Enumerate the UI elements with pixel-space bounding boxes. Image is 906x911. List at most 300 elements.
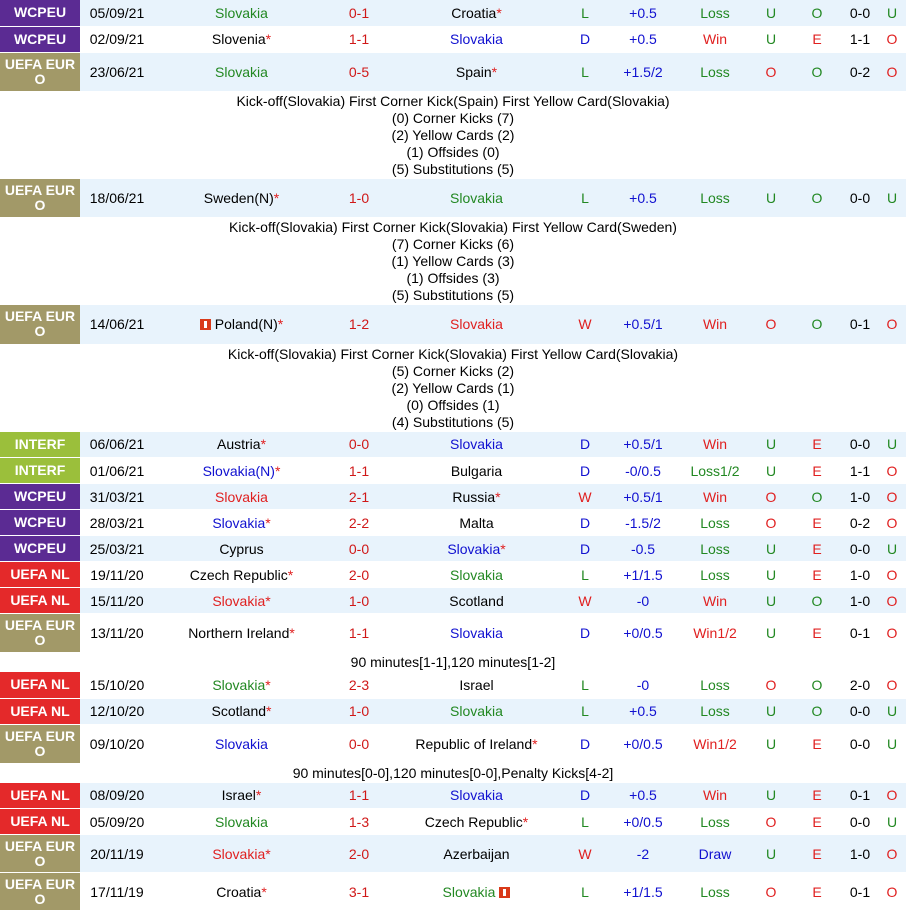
home-team-label: Cyprus bbox=[219, 540, 264, 557]
home-team[interactable] bbox=[154, 724, 329, 763]
match-date-label: 05/09/20 bbox=[89, 813, 145, 830]
score bbox=[329, 52, 389, 91]
result bbox=[564, 562, 606, 588]
over-under bbox=[750, 724, 792, 763]
home-team[interactable] bbox=[154, 52, 329, 91]
neutral-marker-icon: * bbox=[260, 436, 267, 453]
home-team-label: Slovakia bbox=[215, 4, 268, 21]
match-detail-row bbox=[0, 653, 906, 673]
away-team[interactable] bbox=[389, 179, 564, 218]
handicap bbox=[606, 179, 680, 218]
league-badge[interactable]: UEFA EURO bbox=[0, 873, 80, 911]
handicap bbox=[606, 724, 680, 763]
neutral-marker-icon: * bbox=[265, 592, 271, 609]
odd-even bbox=[792, 809, 842, 835]
score bbox=[329, 432, 389, 458]
away-team-label: Slovakia bbox=[450, 703, 503, 719]
result-label: W bbox=[578, 488, 592, 505]
match-date bbox=[80, 562, 154, 588]
handicap-label: -0/0.5 bbox=[625, 462, 661, 479]
home-team[interactable] bbox=[154, 432, 329, 458]
half-time-score bbox=[842, 809, 878, 835]
home-team-label: Northern Ireland bbox=[188, 625, 290, 641]
handicap-result-label: Loss bbox=[700, 4, 730, 21]
league-badge[interactable]: WCPEU bbox=[0, 0, 80, 26]
half-time-score bbox=[842, 26, 878, 52]
away-team-label: Slovakia bbox=[450, 787, 503, 804]
handicap-label: +0.5 bbox=[629, 31, 657, 47]
odd-even bbox=[792, 510, 842, 536]
result bbox=[564, 835, 606, 873]
handicap-label: -0 bbox=[636, 676, 650, 693]
table-row[interactable] bbox=[0, 724, 906, 763]
result bbox=[564, 672, 606, 698]
half-time-score-label: 1-0 bbox=[849, 592, 871, 609]
over-under-label: O bbox=[765, 514, 777, 531]
half-time-score bbox=[842, 835, 878, 873]
home-team[interactable] bbox=[154, 458, 329, 484]
over-under bbox=[750, 52, 792, 91]
score-label: 0-5 bbox=[348, 63, 370, 80]
detail-line: Kick-off(Slovakia) First Corner Kick(Slovakia) First Yellow Card(Sweden) bbox=[229, 219, 677, 235]
match-date-label: 14/06/21 bbox=[89, 316, 145, 333]
home-team-label: Slovakia bbox=[215, 813, 268, 830]
match-date bbox=[80, 698, 154, 724]
detail-line: (0) Offsides (1) bbox=[406, 396, 500, 413]
handicap-result bbox=[680, 458, 750, 484]
result bbox=[564, 588, 606, 614]
away-team-label: Czech Republic bbox=[424, 813, 523, 830]
handicap-result bbox=[680, 510, 750, 536]
score bbox=[329, 783, 389, 809]
result-label: L bbox=[581, 813, 589, 830]
odd-even bbox=[792, 536, 842, 562]
handicap-result-label: Win bbox=[702, 316, 728, 333]
score-label: 1-1 bbox=[348, 787, 370, 804]
away-team[interactable] bbox=[389, 26, 564, 52]
score bbox=[329, 809, 389, 835]
half-time-score-label: 2-0 bbox=[849, 676, 871, 693]
away-team[interactable] bbox=[389, 0, 564, 26]
half-over-under bbox=[878, 458, 906, 484]
match-detail-row bbox=[0, 91, 906, 179]
table-row[interactable] bbox=[0, 873, 906, 911]
odd-even-label: O bbox=[811, 592, 823, 609]
handicap-result bbox=[680, 698, 750, 724]
handicap bbox=[606, 432, 680, 458]
score-label: 0-0 bbox=[348, 436, 370, 453]
away-team[interactable] bbox=[389, 835, 564, 873]
score bbox=[329, 484, 389, 510]
score-label: 1-3 bbox=[348, 813, 370, 830]
league-badge[interactable]: WCPEU bbox=[0, 26, 80, 52]
over-under-label: U bbox=[765, 787, 777, 804]
match-date-label: 09/10/20 bbox=[89, 735, 145, 752]
neutral-marker-icon: * bbox=[496, 4, 502, 21]
half-over-under bbox=[878, 52, 906, 91]
odd-even-label: E bbox=[812, 514, 822, 531]
match-detail bbox=[0, 344, 906, 432]
table-row[interactable] bbox=[0, 588, 906, 614]
away-team[interactable] bbox=[389, 809, 564, 835]
over-under bbox=[750, 698, 792, 724]
odd-even bbox=[792, 835, 842, 873]
away-team[interactable] bbox=[389, 536, 564, 562]
table-row[interactable] bbox=[0, 698, 906, 724]
match-date bbox=[80, 588, 154, 614]
neutral-marker-icon: * bbox=[274, 462, 281, 479]
table-row[interactable] bbox=[0, 52, 906, 91]
half-time-score-label: 0-0 bbox=[849, 436, 871, 453]
table-row[interactable] bbox=[0, 536, 906, 562]
match-date-label: 20/11/19 bbox=[90, 845, 144, 862]
half-over-under-label: U bbox=[886, 436, 898, 453]
away-team-label: Azerbaijan bbox=[443, 845, 510, 862]
handicap-result-label: Loss bbox=[700, 813, 730, 830]
match-date-label: 05/09/21 bbox=[89, 4, 145, 21]
league-badge[interactable]: WCPEU bbox=[0, 510, 80, 536]
odd-even-label: E bbox=[812, 625, 822, 641]
half-time-score-label: 0-0 bbox=[849, 189, 871, 206]
odd-even-label: E bbox=[812, 813, 822, 830]
away-team-label: Croatia bbox=[451, 4, 497, 21]
league-badge[interactable]: INTERF bbox=[0, 458, 80, 484]
match-date-label: 02/09/21 bbox=[89, 31, 145, 47]
match-date bbox=[80, 305, 154, 344]
handicap-label: +1/1.5 bbox=[623, 883, 663, 900]
detail-line: (7) Corner Kicks (6) bbox=[391, 236, 515, 252]
odd-even-label: E bbox=[812, 540, 822, 557]
away-team[interactable] bbox=[389, 52, 564, 91]
league-badge[interactable]: WCPEU bbox=[0, 484, 80, 510]
score-label: 1-1 bbox=[348, 31, 370, 47]
half-time-score bbox=[842, 672, 878, 698]
away-team[interactable] bbox=[389, 305, 564, 344]
league-badge[interactable]: UEFA NL bbox=[0, 698, 80, 724]
neutral-marker-icon: * bbox=[289, 625, 295, 641]
handicap-result-label: Loss bbox=[700, 883, 730, 900]
home-team-label: Slovakia bbox=[215, 735, 268, 752]
handicap-result-label: Win bbox=[702, 592, 728, 609]
result-label: D bbox=[579, 787, 591, 804]
handicap-result-label: Win1/2 bbox=[693, 735, 737, 752]
over-under bbox=[750, 614, 792, 653]
home-team-label: Slovenia bbox=[211, 31, 266, 47]
away-team[interactable] bbox=[389, 698, 564, 724]
odd-even-label: O bbox=[811, 316, 823, 333]
neutral-marker-icon: * bbox=[522, 813, 529, 830]
home-team[interactable] bbox=[154, 484, 329, 510]
away-team[interactable] bbox=[389, 458, 564, 484]
home-team[interactable] bbox=[154, 179, 329, 218]
handicap-result bbox=[680, 588, 750, 614]
half-over-under bbox=[878, 809, 906, 835]
away-team-label: Spain bbox=[455, 63, 492, 80]
over-under bbox=[750, 873, 792, 911]
match-date bbox=[80, 484, 154, 510]
away-team[interactable] bbox=[389, 588, 564, 614]
home-team-label: Czech Republic bbox=[189, 566, 288, 583]
half-time-score-label: 0-1 bbox=[849, 625, 871, 641]
home-team[interactable] bbox=[154, 562, 329, 588]
league-badge[interactable]: INTERF bbox=[0, 432, 80, 458]
away-team[interactable] bbox=[389, 783, 564, 809]
league-badge[interactable]: WCPEU bbox=[0, 536, 80, 562]
match-detail-row bbox=[0, 218, 906, 306]
half-over-under-label: O bbox=[886, 592, 898, 609]
half-over-under-label: O bbox=[886, 787, 898, 804]
home-team[interactable] bbox=[154, 510, 329, 536]
handicap-label: -2 bbox=[636, 845, 650, 862]
half-over-under bbox=[878, 536, 906, 562]
over-under-label: U bbox=[765, 592, 777, 609]
neutral-marker-icon: * bbox=[265, 845, 271, 862]
result bbox=[564, 179, 606, 218]
half-time-score bbox=[842, 510, 878, 536]
league-badge[interactable]: UEFA EURO bbox=[0, 724, 80, 763]
away-team[interactable] bbox=[389, 510, 564, 536]
league-badge[interactable]: UEFA NL bbox=[0, 672, 80, 698]
league-badge[interactable]: UEFA EURO bbox=[0, 52, 80, 91]
home-team[interactable] bbox=[154, 698, 329, 724]
detail-line: (5) Substitutions (5) bbox=[391, 160, 515, 177]
match-date-label: 28/03/21 bbox=[89, 514, 145, 531]
away-team[interactable] bbox=[389, 432, 564, 458]
result bbox=[564, 536, 606, 562]
result-label: D bbox=[579, 31, 591, 47]
odd-even-label: O bbox=[811, 4, 823, 21]
match-date-label: 18/06/21 bbox=[89, 189, 145, 206]
score bbox=[329, 672, 389, 698]
match-date bbox=[80, 873, 154, 911]
handicap-result-label: Loss1/2 bbox=[690, 462, 740, 479]
away-team[interactable] bbox=[389, 724, 564, 763]
league-badge[interactable]: UEFA EURO bbox=[0, 614, 80, 653]
half-time-score-label: 1-1 bbox=[849, 462, 871, 479]
handicap-result-label: Draw bbox=[698, 845, 732, 862]
detail-line: (2) Yellow Cards (2) bbox=[391, 126, 515, 143]
table-row[interactable] bbox=[0, 458, 906, 484]
home-team[interactable] bbox=[154, 835, 329, 873]
away-team[interactable] bbox=[389, 614, 564, 653]
over-under-label: O bbox=[765, 883, 777, 900]
handicap-label: -1.5/2 bbox=[625, 514, 661, 531]
away-team[interactable] bbox=[389, 562, 564, 588]
handicap-label: -0 bbox=[636, 592, 650, 609]
handicap-result-label: Win bbox=[702, 488, 728, 505]
neutral-marker-icon: * bbox=[255, 787, 262, 804]
handicap bbox=[606, 614, 680, 653]
half-time-score-label: 1-0 bbox=[849, 845, 871, 862]
away-team-label: Malta bbox=[459, 514, 494, 531]
match-date-label: 06/06/21 bbox=[89, 436, 145, 453]
half-over-under bbox=[878, 698, 906, 724]
half-over-under bbox=[878, 179, 906, 218]
home-team[interactable] bbox=[154, 536, 329, 562]
half-over-under bbox=[878, 484, 906, 510]
table-row[interactable] bbox=[0, 783, 906, 809]
over-under bbox=[750, 835, 792, 873]
home-team[interactable] bbox=[154, 0, 329, 26]
home-team[interactable] bbox=[154, 305, 329, 344]
handicap bbox=[606, 536, 680, 562]
away-team-label: Slovakia bbox=[450, 436, 503, 453]
score bbox=[329, 588, 389, 614]
result-label: L bbox=[581, 4, 589, 21]
table-row[interactable] bbox=[0, 809, 906, 835]
over-under bbox=[750, 672, 792, 698]
match-detail-row bbox=[0, 344, 906, 432]
home-team[interactable] bbox=[154, 809, 329, 835]
home-team[interactable] bbox=[154, 783, 329, 809]
neutral-marker-icon: * bbox=[491, 63, 498, 80]
neutral-marker-icon: * bbox=[266, 703, 272, 719]
home-team-label: Slovakia bbox=[215, 63, 268, 80]
home-team[interactable] bbox=[154, 873, 329, 911]
away-team[interactable] bbox=[389, 672, 564, 698]
half-time-score-label: 0-0 bbox=[849, 735, 871, 752]
handicap-label: +0.5/1 bbox=[623, 316, 663, 333]
table-row[interactable] bbox=[0, 305, 906, 344]
handicap-result bbox=[680, 432, 750, 458]
away-team-label: Slovakia bbox=[442, 883, 496, 900]
over-under-label: U bbox=[765, 436, 777, 453]
odd-even bbox=[792, 698, 842, 724]
half-time-score-label: 0-2 bbox=[849, 514, 871, 531]
home-team[interactable] bbox=[154, 614, 329, 653]
league-badge[interactable]: UEFA EURO bbox=[0, 179, 80, 218]
odd-even-label: O bbox=[811, 703, 823, 719]
away-team-label: Israel bbox=[459, 676, 494, 693]
league-badge[interactable]: UEFA NL bbox=[0, 562, 80, 588]
score-label: 2-0 bbox=[348, 845, 370, 862]
handicap-label: +0.5/1 bbox=[623, 436, 663, 453]
neutral-marker-icon: * bbox=[495, 488, 501, 505]
handicap bbox=[606, 873, 680, 911]
handicap-label: +0.5 bbox=[629, 787, 657, 804]
handicap-result-label: Win bbox=[702, 436, 728, 453]
half-over-under-label: U bbox=[886, 4, 898, 21]
home-team[interactable] bbox=[154, 26, 329, 52]
half-over-under bbox=[878, 588, 906, 614]
home-team-label: Croatia bbox=[216, 883, 262, 900]
home-team-label: Scotland bbox=[211, 703, 267, 719]
result-label: L bbox=[581, 63, 589, 80]
handicap-result-label: Loss bbox=[700, 63, 730, 80]
table-row[interactable] bbox=[0, 614, 906, 653]
league-badge[interactable]: UEFA EURO bbox=[0, 305, 80, 344]
over-under bbox=[750, 0, 792, 26]
handicap-result bbox=[680, 26, 750, 52]
odd-even bbox=[792, 783, 842, 809]
away-team[interactable] bbox=[389, 484, 564, 510]
league-badge[interactable]: UEFA NL bbox=[0, 783, 80, 809]
table-row[interactable] bbox=[0, 179, 906, 218]
over-under bbox=[750, 26, 792, 52]
odd-even bbox=[792, 562, 842, 588]
match-date bbox=[80, 458, 154, 484]
away-team-label: Slovakia bbox=[450, 316, 503, 333]
table-row[interactable] bbox=[0, 835, 906, 873]
odd-even bbox=[792, 26, 842, 52]
table-row[interactable] bbox=[0, 562, 906, 588]
odd-even bbox=[792, 458, 842, 484]
handicap bbox=[606, 783, 680, 809]
home-team[interactable] bbox=[154, 672, 329, 698]
handicap-result bbox=[680, 873, 750, 911]
home-team-label: Poland(N) bbox=[214, 316, 278, 333]
handicap-result bbox=[680, 0, 750, 26]
half-over-under bbox=[878, 562, 906, 588]
half-time-score-label: 0-1 bbox=[849, 787, 871, 804]
over-under bbox=[750, 783, 792, 809]
odd-even-label: E bbox=[812, 787, 822, 804]
away-team-label: Slovakia bbox=[447, 540, 501, 557]
half-time-score-label: 0-1 bbox=[849, 883, 871, 900]
handicap-label: +1.5/2 bbox=[623, 63, 663, 80]
home-team-label: Slovakia bbox=[212, 592, 266, 609]
table-row[interactable] bbox=[0, 672, 906, 698]
over-under-label: O bbox=[765, 813, 777, 830]
odd-even bbox=[792, 672, 842, 698]
table-row[interactable] bbox=[0, 432, 906, 458]
match-date-label: 23/06/21 bbox=[89, 63, 145, 80]
half-time-score bbox=[842, 724, 878, 763]
odd-even-label: O bbox=[811, 189, 823, 206]
league-badge[interactable]: UEFA NL bbox=[0, 588, 80, 614]
result-label: D bbox=[579, 735, 591, 752]
home-team-label: Slovakia bbox=[212, 676, 266, 693]
match-date-label: 19/11/20 bbox=[90, 566, 144, 583]
handicap-label: -0.5 bbox=[630, 540, 656, 557]
table-row[interactable] bbox=[0, 484, 906, 510]
over-under-label: U bbox=[765, 4, 777, 21]
handicap-result bbox=[680, 672, 750, 698]
match-date bbox=[80, 809, 154, 835]
away-team-label: Russia bbox=[452, 488, 496, 505]
league-badge[interactable]: UEFA NL bbox=[0, 809, 80, 835]
half-over-under-label: O bbox=[886, 514, 898, 531]
half-over-under-label: O bbox=[886, 845, 898, 862]
detail-line: 90 minutes[0-0],120 minutes[0-0],Penalty Kicks[4-2] bbox=[292, 764, 614, 781]
table-row[interactable] bbox=[0, 0, 906, 26]
half-time-score bbox=[842, 432, 878, 458]
odd-even-label: E bbox=[812, 735, 822, 752]
over-under-label: U bbox=[765, 735, 777, 752]
match-date bbox=[80, 432, 154, 458]
away-team[interactable] bbox=[389, 873, 564, 911]
score-label: 1-0 bbox=[348, 592, 370, 609]
half-over-under-label: O bbox=[886, 63, 898, 80]
home-team[interactable] bbox=[154, 588, 329, 614]
table-row[interactable] bbox=[0, 26, 906, 52]
score-label: 2-2 bbox=[348, 514, 370, 531]
half-over-under bbox=[878, 432, 906, 458]
away-team-label: Slovakia bbox=[450, 189, 503, 206]
odd-even-label: E bbox=[812, 462, 822, 479]
result bbox=[564, 809, 606, 835]
table-row[interactable] bbox=[0, 510, 906, 536]
half-time-score-label: 1-0 bbox=[849, 488, 871, 505]
half-over-under bbox=[878, 510, 906, 536]
handicap-result bbox=[680, 179, 750, 218]
match-date bbox=[80, 835, 154, 873]
neutral-marker-icon: * bbox=[287, 566, 294, 583]
league-badge[interactable]: UEFA EURO bbox=[0, 835, 80, 873]
half-time-score-label: 0-2 bbox=[849, 63, 871, 80]
neutral-marker-icon: * bbox=[273, 189, 280, 206]
neutral-marker-icon: * bbox=[500, 540, 506, 557]
